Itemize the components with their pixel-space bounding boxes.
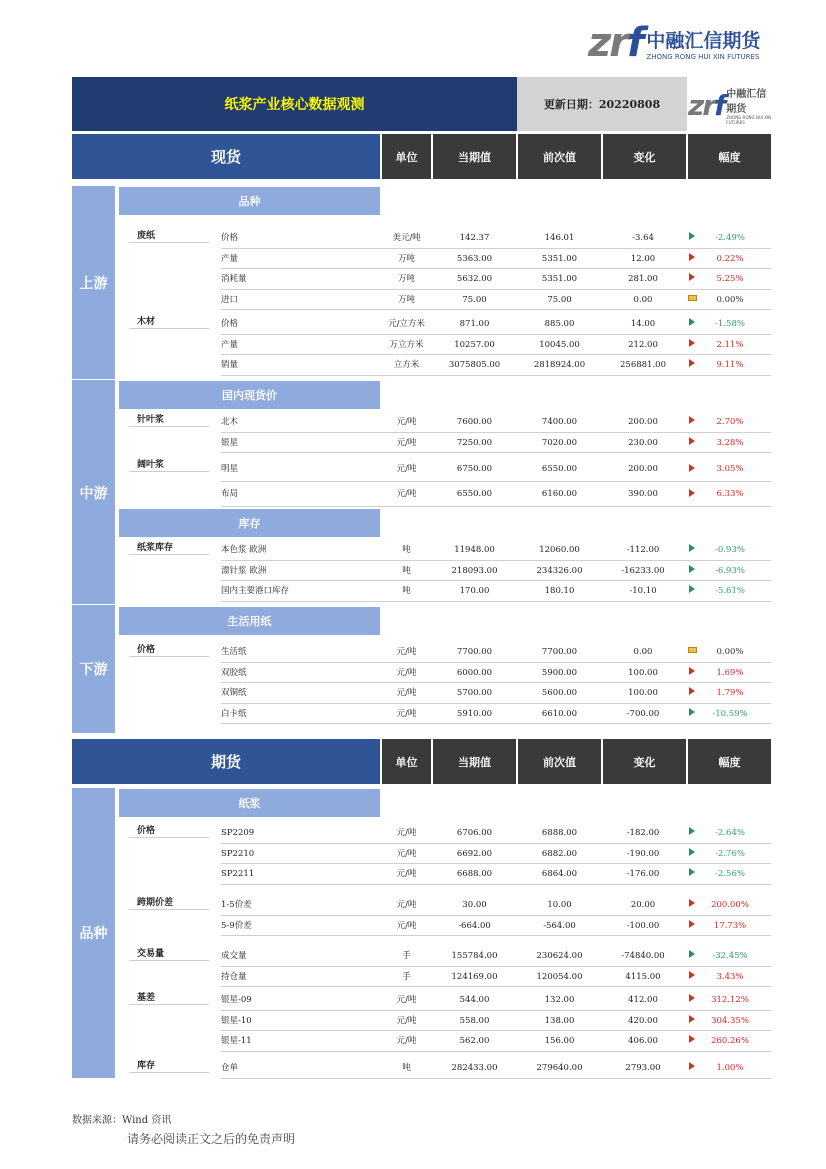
- row-unit: 元/吨: [396, 869, 417, 879]
- category-inventory: 库存: [119, 509, 380, 537]
- trend-up-icon: [689, 437, 695, 445]
- group-label: 跨期价差: [129, 897, 209, 910]
- row-change: 230.00: [628, 437, 658, 448]
- trend-up-icon: [689, 1035, 695, 1043]
- trend-up-icon: [689, 899, 695, 907]
- row-pct: 2.70%: [716, 417, 744, 427]
- row-divider: [221, 375, 771, 376]
- row-item: 布局: [221, 489, 239, 499]
- row-change: 100.00: [628, 667, 658, 678]
- row-item: 销量: [221, 360, 239, 370]
- trend-up-icon: [689, 416, 695, 424]
- row-item: 国内主要港口库存: [221, 586, 290, 596]
- fut-col-pct-header: 幅度: [688, 739, 771, 784]
- row-pct: -2.56%: [715, 869, 745, 879]
- table-row: [0, 946, 826, 967]
- row-change: 406.00: [628, 1036, 658, 1046]
- table-row: [0, 335, 826, 356]
- row-pct: 6.33%: [716, 489, 744, 499]
- row-previous: 230624.00: [536, 951, 583, 961]
- row-current: 30.00: [462, 900, 487, 910]
- row-divider: [221, 1051, 771, 1052]
- table-row: [0, 1031, 826, 1052]
- table-row: [0, 663, 826, 684]
- row-change: -176.00: [626, 869, 660, 879]
- row-change: 200.00: [628, 464, 658, 474]
- row-pct: 1.69%: [716, 667, 744, 678]
- row-item: 产量: [221, 253, 239, 264]
- row-unit: 元/吨: [396, 667, 417, 678]
- row-current: 7700.00: [456, 647, 493, 657]
- row-current: 6688.00: [456, 869, 493, 879]
- table-row: [0, 967, 826, 988]
- row-item: 仓单: [221, 1063, 239, 1073]
- row-unit: 元/立方米: [388, 319, 425, 329]
- row-change: -190.00: [626, 848, 660, 859]
- row-item: SP2211: [221, 869, 255, 879]
- row-current: 7600.00: [456, 417, 493, 427]
- trend-up-icon: [689, 273, 695, 281]
- row-divider: [221, 723, 771, 724]
- row-current: 142.37: [459, 233, 490, 243]
- trend-up-icon: [689, 920, 695, 928]
- row-unit: 元/吨: [396, 1036, 417, 1046]
- row-current: 7250.00: [456, 437, 493, 448]
- table-row: [0, 1058, 826, 1079]
- row-pct: -32.45%: [712, 951, 748, 961]
- group-label: 阔叶浆: [129, 459, 209, 472]
- row-current: 218093.00: [451, 565, 498, 576]
- row-unit: 元/吨: [396, 1015, 417, 1026]
- row-divider: [221, 1078, 771, 1079]
- logo-mark: zrf: [588, 20, 643, 66]
- update-date: 更新日期：20220808: [517, 77, 687, 131]
- group-label: 库存: [129, 1060, 209, 1073]
- trend-flat-icon: [688, 295, 697, 301]
- row-previous: 6888.00: [541, 828, 578, 838]
- row-change: 420.00: [628, 1015, 658, 1026]
- row-current: 155784.00: [451, 951, 498, 961]
- table-row: [0, 457, 826, 482]
- row-previous: -564.00: [543, 920, 576, 931]
- row-previous: 5900.00: [541, 667, 578, 678]
- disclaimer: 请务必阅读正文之后的免责声明: [127, 1132, 296, 1146]
- row-pct: -5.61%: [715, 586, 745, 596]
- row-change: 14.00: [630, 319, 656, 329]
- row-pct: -0.93%: [715, 545, 745, 555]
- row-divider: [221, 986, 771, 987]
- row-current: 6706.00: [456, 828, 493, 838]
- row-item: 成交量: [221, 951, 247, 961]
- row-current: 6692.00: [456, 848, 493, 859]
- col-current-header: 当期值: [433, 134, 516, 179]
- row-previous: 120054.00: [536, 971, 583, 982]
- row-current: 5363.00: [456, 253, 493, 264]
- row-pct: 3.28%: [716, 437, 744, 448]
- logo-mark-small: zrf: [688, 88, 725, 122]
- row-previous: 7400.00: [541, 417, 578, 427]
- row-item: 产量: [221, 339, 239, 350]
- row-unit: 元/吨: [396, 828, 417, 838]
- category-pulp: 纸浆: [119, 789, 380, 817]
- row-previous: 138.00: [544, 1015, 575, 1026]
- row-unit: 手: [402, 951, 411, 961]
- row-change: 0.00: [633, 294, 653, 305]
- row-unit: 元/吨: [396, 995, 417, 1005]
- group-label: 针叶浆: [129, 414, 209, 427]
- row-item: 价格: [221, 319, 239, 329]
- col-previous-header: 前次值: [518, 134, 601, 179]
- stage-downstream: 下游: [72, 604, 115, 733]
- row-item: 进口: [221, 294, 239, 305]
- row-previous: 2818924.00: [533, 360, 586, 370]
- row-previous: 6160.00: [541, 489, 578, 499]
- trend-up-icon: [689, 253, 695, 261]
- trend-flat-icon: [688, 647, 697, 653]
- row-current: 6000.00: [456, 667, 493, 678]
- row-change: 2793.00: [625, 1063, 661, 1073]
- fut-col-current-header: 当期值: [433, 739, 516, 784]
- row-pct: 1.79%: [716, 688, 744, 698]
- logo-en-name: ZHONG RONG HUI XIN FUTURES: [646, 52, 760, 61]
- page-title: 纸浆产业核心数据观测: [72, 77, 517, 131]
- fut-col-change-header: 变化: [603, 739, 686, 784]
- table-row: [0, 844, 826, 865]
- row-divider: [221, 309, 771, 310]
- row-current: 562.00: [459, 1036, 490, 1046]
- row-change: 200.00: [628, 417, 658, 427]
- row-unit: 元/吨: [396, 437, 417, 448]
- row-current: 871.00: [459, 319, 490, 329]
- row-change: -16233.00: [621, 565, 665, 576]
- group-label: 价格: [129, 825, 209, 838]
- row-unit: 元/吨: [396, 900, 417, 910]
- category-variety: 品种: [119, 187, 380, 215]
- row-change: 390.00: [628, 489, 658, 499]
- logo-en-name-small: ZHONG RONG HUI XIN FUTURES: [726, 115, 772, 125]
- row-change: -3.64: [632, 233, 654, 243]
- stage-upstream: 上游: [72, 186, 115, 379]
- row-change: -100.00: [626, 920, 660, 931]
- row-item: 银星-09: [221, 995, 252, 1005]
- row-pct: 200.00%: [711, 900, 749, 910]
- table-row: [0, 1011, 826, 1032]
- row-previous: 180.10: [544, 586, 575, 596]
- row-unit: 美元/吨: [392, 233, 421, 243]
- group-label: 价格: [129, 644, 209, 657]
- row-item: 持仓量: [221, 971, 247, 982]
- row-divider: [221, 935, 771, 936]
- row-previous: 10.00: [547, 900, 572, 910]
- row-change: -700.00: [626, 708, 660, 719]
- row-previous: 234326.00: [536, 565, 583, 576]
- row-pct: -2.64%: [715, 828, 745, 838]
- trend-up-icon: [689, 667, 695, 675]
- row-divider: [221, 506, 771, 507]
- row-pct: 17.73%: [713, 920, 747, 931]
- row-current: 282433.00: [451, 1063, 498, 1073]
- row-previous: 885.00: [544, 319, 575, 329]
- group-label: 交易量: [129, 948, 209, 961]
- row-current: 558.00: [459, 1015, 490, 1026]
- row-item: 价格: [221, 233, 239, 243]
- row-pct: 0.00%: [716, 647, 744, 657]
- table-row: [0, 540, 826, 561]
- row-current: 6750.00: [456, 464, 493, 474]
- row-current: 3075805.00: [448, 360, 501, 370]
- trend-up-icon: [689, 339, 695, 347]
- table-row: [0, 355, 826, 376]
- row-unit: 万吨: [397, 253, 415, 264]
- row-previous: 6610.00: [541, 708, 578, 719]
- stage-midstream: 中游: [72, 379, 115, 605]
- row-item: 白卡纸: [221, 708, 247, 719]
- row-change: 412.00: [628, 995, 658, 1005]
- trend-down-icon: [689, 585, 695, 593]
- trend-up-icon: [689, 971, 695, 979]
- row-unit: 元/吨: [396, 688, 417, 698]
- row-pct: 0.00%: [716, 294, 744, 305]
- trend-down-icon: [689, 708, 695, 716]
- row-unit: 元/吨: [396, 848, 417, 859]
- futures-side-variety: 品种: [72, 788, 115, 1078]
- row-pct: 2.11%: [716, 339, 744, 350]
- group-label: 基差: [129, 992, 209, 1005]
- row-pct: 9.11%: [716, 360, 744, 370]
- row-unit: 吨: [402, 1063, 411, 1073]
- trend-down-icon: [689, 848, 695, 856]
- row-previous: 7020.00: [541, 437, 578, 448]
- row-item: SP2210: [221, 848, 255, 859]
- table-row: [0, 916, 826, 937]
- row-item: 生活纸: [221, 647, 247, 657]
- row-item: 1-5价差: [221, 900, 252, 910]
- row-previous: 6550.00: [541, 464, 578, 474]
- row-unit: 元/吨: [396, 920, 417, 931]
- row-previous: 156.00: [544, 1036, 575, 1046]
- row-current: 544.00: [459, 995, 490, 1005]
- row-change: 20.00: [630, 900, 656, 910]
- row-change: 281.00: [628, 274, 658, 284]
- row-change: 12.00: [630, 253, 656, 264]
- table-row: [0, 864, 826, 885]
- row-previous: 279640.00: [536, 1063, 583, 1073]
- trend-up-icon: [689, 359, 695, 367]
- spot-header: 现货: [72, 134, 380, 179]
- row-divider: [221, 452, 771, 453]
- col-unit-header: 单位: [382, 134, 431, 179]
- table-row: [0, 314, 826, 335]
- row-current: 10257.00: [454, 339, 495, 350]
- trend-down-icon: [689, 232, 695, 240]
- row-previous: 5600.00: [541, 688, 578, 698]
- row-item: 银星-11: [221, 1036, 252, 1046]
- trend-down-icon: [689, 827, 695, 835]
- row-unit: 元/吨: [396, 647, 417, 657]
- fut-col-unit-header: 单位: [382, 739, 431, 784]
- row-current: 5910.00: [456, 708, 493, 719]
- trend-down-icon: [689, 544, 695, 552]
- table-row: [0, 704, 826, 725]
- row-pct: 0.22%: [716, 253, 744, 264]
- row-unit: 万立方米: [389, 339, 424, 350]
- table-row: [0, 823, 826, 844]
- table-row: [0, 683, 826, 704]
- table-row: [0, 990, 826, 1011]
- row-current: 170.00: [459, 586, 490, 596]
- trend-up-icon: [689, 994, 695, 1002]
- row-pct: -2.49%: [715, 233, 745, 243]
- trend-down-icon: [689, 950, 695, 958]
- row-current: 11948.00: [454, 545, 495, 555]
- row-unit: 元/吨: [396, 464, 417, 474]
- logo-cn-name-small: 中融汇信期货: [726, 89, 767, 115]
- row-item: 银星: [221, 437, 239, 448]
- row-change: -112.00: [626, 545, 660, 555]
- row-divider: [221, 884, 771, 885]
- row-item: 北木: [221, 417, 239, 427]
- row-current: 6550.00: [456, 489, 493, 499]
- row-previous: 5351.00: [541, 274, 578, 284]
- table-row: [0, 895, 826, 916]
- row-item: 双铜纸: [221, 688, 247, 698]
- futures-header: 期货: [72, 739, 380, 784]
- row-unit: 吨: [402, 545, 411, 555]
- row-item: 漂针浆 欧洲: [221, 565, 267, 576]
- table-row: [0, 228, 826, 249]
- table-row: [0, 561, 826, 582]
- row-item: SP2209: [221, 828, 255, 838]
- row-current: 5632.00: [456, 274, 493, 284]
- row-change: 256881.00: [620, 360, 666, 370]
- row-pct: 304.35%: [711, 1015, 749, 1026]
- table-row: [0, 269, 826, 290]
- col-change-header: 变化: [603, 134, 686, 179]
- row-pct: -1.58%: [715, 319, 745, 329]
- table-row: [0, 249, 826, 270]
- data-source: 数据来源：Wind 资讯: [72, 1115, 172, 1126]
- table-row: [0, 482, 826, 507]
- trend-down-icon: [689, 318, 695, 326]
- trend-up-icon: [689, 687, 695, 695]
- row-item: 5-9价差: [221, 920, 252, 931]
- row-divider: [221, 601, 771, 602]
- row-change: -10.10: [629, 586, 657, 596]
- row-change: 100.00: [628, 688, 658, 698]
- row-previous: 5351.00: [541, 253, 578, 264]
- row-current: 5700.00: [456, 688, 493, 698]
- row-previous: 6882.00: [541, 848, 578, 859]
- row-change: -74840.00: [621, 951, 665, 961]
- row-item: 消耗量: [221, 274, 247, 284]
- category-household-paper: 生活用纸: [119, 607, 380, 635]
- row-item: 明星: [221, 464, 239, 474]
- row-unit: 万吨: [397, 274, 415, 284]
- table-row: [0, 433, 826, 454]
- group-label: 废纸: [129, 230, 209, 243]
- row-previous: 146.01: [544, 233, 575, 243]
- row-unit: 万吨: [397, 294, 415, 305]
- table-row: [0, 581, 826, 602]
- row-change: 0.00: [633, 647, 653, 657]
- row-pct: 260.26%: [711, 1036, 749, 1046]
- table-row: [0, 642, 826, 663]
- table-row: [0, 290, 826, 311]
- trend-down-icon: [689, 868, 695, 876]
- row-unit: 元/吨: [396, 489, 417, 499]
- row-current: 75.00: [462, 294, 487, 305]
- row-current: -664.00: [458, 920, 491, 931]
- row-unit: 元/吨: [396, 708, 417, 719]
- row-previous: 75.00: [547, 294, 572, 305]
- row-previous: 6864.00: [541, 869, 578, 879]
- row-change: -182.00: [626, 828, 660, 838]
- group-label: 木材: [129, 316, 209, 329]
- row-unit: 立方米: [393, 360, 420, 370]
- row-item: 银星-10: [221, 1015, 252, 1026]
- row-previous: 7700.00: [541, 647, 578, 657]
- row-previous: 10045.00: [539, 339, 580, 350]
- trend-up-icon: [689, 1015, 695, 1023]
- row-pct: 312.12%: [711, 995, 749, 1005]
- row-unit: 手: [402, 971, 411, 982]
- col-pct-header: 幅度: [688, 134, 771, 179]
- row-pct: 5.25%: [716, 274, 744, 284]
- row-previous: 132.00: [544, 995, 575, 1005]
- trend-down-icon: [689, 565, 695, 573]
- row-pct: 1.00%: [716, 1063, 744, 1073]
- trend-up-icon: [689, 464, 695, 472]
- trend-up-icon: [689, 489, 695, 497]
- category-domestic-price: 国内现货价: [119, 381, 380, 409]
- row-unit: 元/吨: [396, 417, 417, 427]
- row-pct: 3.05%: [716, 464, 744, 474]
- row-change: 212.00: [628, 339, 658, 350]
- row-item: 本色浆 欧洲: [221, 545, 267, 555]
- row-item: 双胶纸: [221, 667, 247, 678]
- row-previous: 12060.00: [539, 545, 580, 555]
- row-pct: -6.93%: [715, 565, 745, 576]
- row-change: 4115.00: [625, 971, 661, 982]
- row-unit: 吨: [402, 565, 411, 576]
- row-unit: 吨: [402, 586, 411, 596]
- trend-up-icon: [689, 1062, 695, 1070]
- row-pct: -2.76%: [715, 848, 745, 859]
- table-row: [0, 412, 826, 433]
- logo-cn-name: 中融汇信期货: [646, 29, 761, 52]
- row-pct: -10.59%: [712, 708, 748, 719]
- row-pct: 3.43%: [716, 971, 744, 982]
- group-label: 纸浆库存: [129, 542, 209, 555]
- fut-col-previous-header: 前次值: [518, 739, 601, 784]
- row-current: 124169.00: [451, 971, 498, 982]
